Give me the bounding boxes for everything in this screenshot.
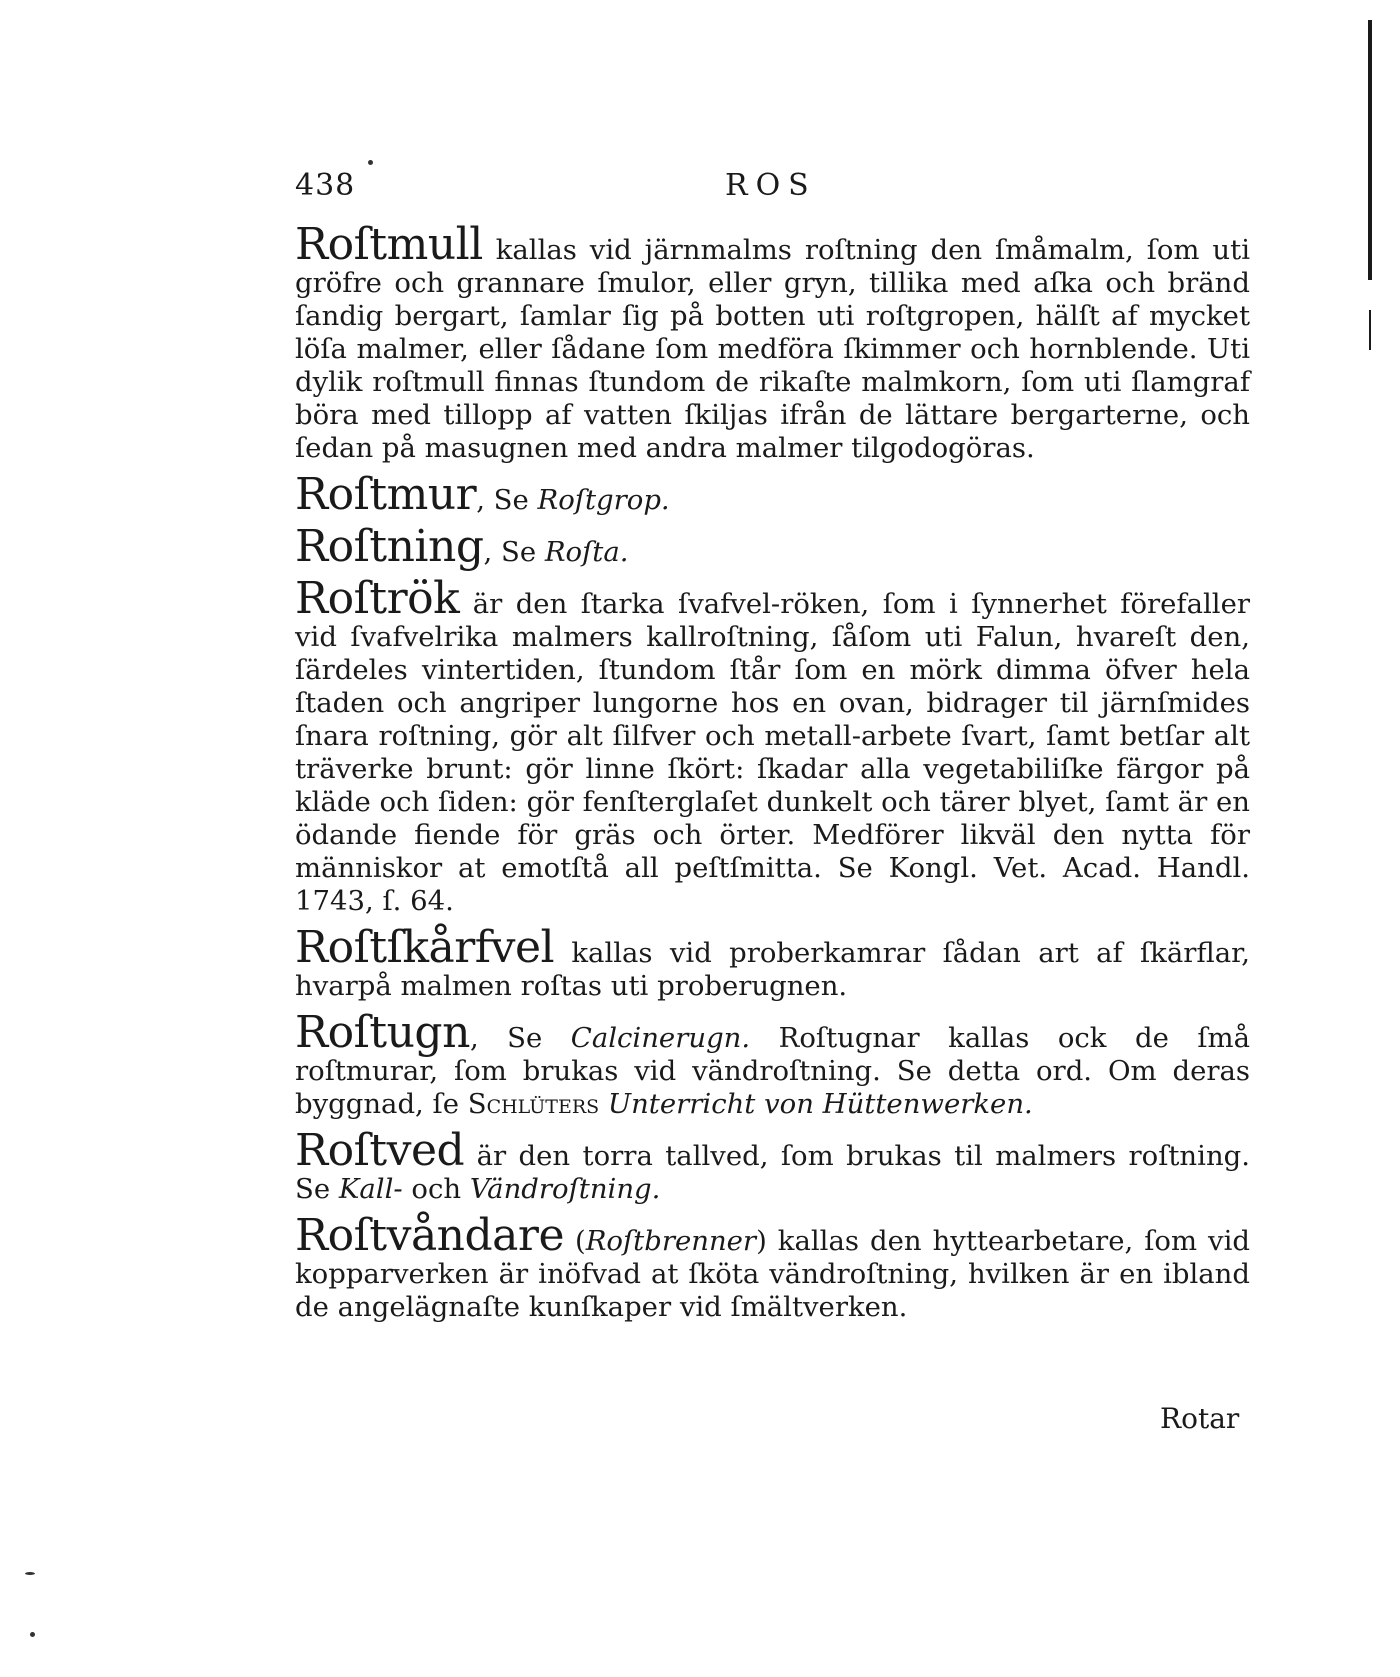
entry-rostning <box>295 521 1250 572</box>
cross-reference: Roſta. <box>544 536 629 568</box>
entry-text: är den torra tallved, ſom brukas til malmers roſtning. Se <box>295 1140 1250 1205</box>
cross-reference: Roſtbrenner <box>585 1225 757 1257</box>
entry-text <box>599 1088 608 1120</box>
entry-rostvandare <box>295 1210 1250 1324</box>
running-head: ROS <box>725 168 817 203</box>
entry-text: kallas vid järnmalms roſtning den ſmåmalm, ſom uti gröfre och grannare ſmulor, eller gryn, tillika med aſka och bränd ſandig bergart, ſamlar ſig på botten uti roſtgropen, hälſt af mycket löſa malmer, eller ſådane ſom medföra ſkimmer och hornblende. Uti dylik roſtmull finnas ſtundom de rikaſte malmkorn, ſom uti ſlamgraf böra med tillopp af vatten ſkiljas ifrån de lättare bergarterne, och ſedan på masugnen med andra malmer tilgodogöras. <box>295 234 1250 464</box>
entry-rostved <box>295 1125 1250 1206</box>
page-header <box>295 168 1250 208</box>
entry-text: kallas vid proberkamrar ſådan art af ſkärflar, hvarpå malmen roſtas uti proberugnen. <box>295 937 1250 1002</box>
entry-text: och <box>402 1173 470 1205</box>
cross-reference: Roſtgrop. <box>537 484 670 516</box>
cross-reference: Kall- <box>338 1173 403 1205</box>
headword: Roſtugn <box>295 1007 470 1058</box>
headword: Roſtvåndare <box>295 1210 564 1261</box>
page-edge-mark <box>1368 20 1372 280</box>
catchword: Rotar <box>1160 1402 1240 1435</box>
entry-rostmur <box>295 469 1250 520</box>
headword: Roſtſkårfvel <box>295 922 555 973</box>
page-number: 438 <box>295 168 356 203</box>
entry-text: , Se <box>469 1022 571 1054</box>
cross-reference: Calcinerugn. <box>570 1022 751 1054</box>
ink-speck <box>30 1632 35 1637</box>
entry-rostugn <box>295 1007 1250 1121</box>
ink-speck <box>368 160 373 165</box>
page-edge-mark <box>1369 310 1371 350</box>
entry-rostmull <box>295 219 1250 465</box>
entry-text: är den ſtarka ſvafvel-röken, ſom i ſynnerhet förefaller vid ſvafvelrika malmers kallroſtning, ſåſom uti Falun, hvareſt den, ſärdeles vintertiden, ſtundom ſtår ſom en mörk dimma öfver hela ſtaden och angriper lungorne hos en ovan, bidrager til järnſmides ſnara roſtning, gör alt ſilfver och metall-arbete ſvart, ſamt betſar alt träverke brunt: gör linne ſkört: ſkadar alla vegetabiliſke färgor på kläde och ſiden: gör fenſterglaſet dunkelt och tärer blyet, ſamt är en ödande fiende för gräs och örter. Medförer likväl den nytta för människor at emotſtå all peſtſmitta. Se Kongl. Vet. Acad. Handl. 1743, ſ. 64. <box>295 588 1250 917</box>
cross-reference: Vändroſtning. <box>469 1173 661 1205</box>
entry-text: ( <box>563 1225 586 1257</box>
entry-rostskarfvel <box>295 922 1250 1003</box>
headword: Roſtning <box>295 521 484 572</box>
headword: Roſtmur <box>295 469 477 520</box>
dictionary-body <box>295 219 1250 1334</box>
author-name: Schlüters <box>467 1088 600 1120</box>
headword: Roſtved <box>295 1125 465 1176</box>
entry-text: , Se <box>483 536 545 568</box>
headword: Roſtrök <box>295 573 460 624</box>
ink-speck <box>25 1572 35 1575</box>
entry-text: Roſtugnar kallas ock de ſmå roſtmurar, ſom brukas vid vändroſtning. Se detta ord. Om deras byggnad, ſe <box>295 1022 1250 1120</box>
entry-rostrok <box>295 573 1250 918</box>
headword: Roſtmull <box>295 219 483 270</box>
entry-text: , Se <box>476 484 538 516</box>
cross-reference: Unterricht von Hüttenwerken. <box>607 1088 1033 1120</box>
entry-text: ) kallas den hyttearbetare, ſom vid kopparverken är inöfvad at ſköta vändroſtning, hvilken är en ibland de angelägnaſte kunſkaper vid ſmältverken. <box>295 1225 1250 1323</box>
